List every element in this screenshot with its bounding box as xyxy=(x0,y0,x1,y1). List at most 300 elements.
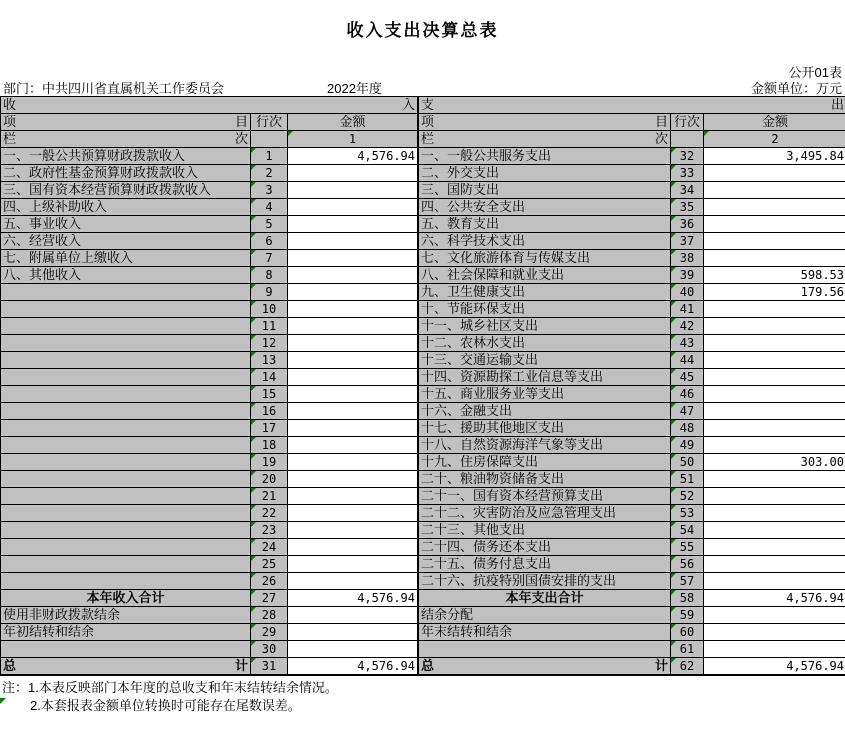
line-number: 57 xyxy=(679,574,695,588)
item-cell xyxy=(1,403,251,420)
corner-marker-icon xyxy=(671,624,676,629)
expenditure-row xyxy=(419,148,845,165)
amount-cell xyxy=(704,250,845,267)
item-cell: 七、文化旅游体育与传媒支出 xyxy=(419,250,671,267)
fiscal-year-label: 2022年度 xyxy=(327,81,382,96)
line-number: 45 xyxy=(679,370,695,384)
line-cell xyxy=(671,199,704,216)
amount-cell xyxy=(288,182,418,199)
line-number: 62 xyxy=(679,659,695,673)
expenditure-row xyxy=(419,488,845,505)
item-cell xyxy=(1,318,251,335)
income-row xyxy=(1,454,418,471)
amount-cell: 598.53 xyxy=(704,267,845,284)
income-index-row xyxy=(1,131,418,148)
line-number: 28 xyxy=(261,608,277,622)
line-number: 19 xyxy=(261,455,277,469)
corner-marker-icon xyxy=(251,352,256,357)
income-row xyxy=(1,165,418,182)
item-cell xyxy=(1,471,251,488)
corner-marker-icon xyxy=(251,471,256,476)
item-cell: 十三、交通运输支出 xyxy=(419,352,671,369)
line-number: 43 xyxy=(679,336,695,350)
item-cell: 结余分配 xyxy=(419,607,671,624)
column-index-cell xyxy=(704,131,845,148)
line-blank-cell xyxy=(251,131,288,148)
line-number: 24 xyxy=(261,540,277,554)
line-cell xyxy=(671,250,704,267)
line-number: 12 xyxy=(261,336,277,350)
amount-cell xyxy=(288,386,418,403)
line-number: 44 xyxy=(679,353,695,367)
total-char-left: 总 xyxy=(3,658,17,673)
income-row xyxy=(1,369,418,386)
corner-marker-icon xyxy=(671,284,676,289)
line-number: 10 xyxy=(261,302,277,316)
line-cell xyxy=(251,556,288,573)
line-number: 50 xyxy=(679,455,695,469)
item-header-right: 目 xyxy=(654,114,668,129)
expenditure-row xyxy=(419,454,845,471)
item-header-cell xyxy=(419,114,671,131)
line-cell xyxy=(251,165,288,182)
line-cell xyxy=(671,335,704,352)
line-blank-cell xyxy=(671,131,704,148)
line-number: 30 xyxy=(261,642,277,656)
line-cell xyxy=(251,437,288,454)
line-cell xyxy=(251,522,288,539)
row-index-left: 栏 xyxy=(3,131,17,146)
expenditure-section-cell xyxy=(419,97,845,114)
expenditure-row xyxy=(419,505,845,522)
line-cell xyxy=(671,624,704,641)
income-row xyxy=(1,539,418,556)
column-index: 2 xyxy=(771,132,779,146)
corner-marker-icon xyxy=(251,624,256,629)
expenditure-index-row xyxy=(419,131,845,148)
expenditure-row xyxy=(419,624,845,641)
item-cell: 四、上级补助收入 xyxy=(1,199,251,216)
corner-marker-icon xyxy=(671,148,676,153)
expenditure-row xyxy=(419,165,845,182)
line-cell xyxy=(671,590,704,607)
amount-cell xyxy=(704,437,845,454)
line-number: 17 xyxy=(261,421,277,435)
line-cell xyxy=(251,199,288,216)
line-cell xyxy=(671,267,704,284)
corner-marker-icon xyxy=(251,199,256,204)
line-cell xyxy=(251,318,288,335)
line-cell xyxy=(671,284,704,301)
line-number: 52 xyxy=(679,489,695,503)
expenditure-row xyxy=(419,216,845,233)
corner-marker-icon xyxy=(251,454,256,459)
item-header-left: 项 xyxy=(3,114,17,129)
corner-marker-icon xyxy=(671,352,676,357)
line-cell xyxy=(251,386,288,403)
expenditure-row xyxy=(419,250,845,267)
expenditure-row xyxy=(419,658,845,676)
item-cell: 五、事业收入 xyxy=(1,216,251,233)
line-cell xyxy=(251,301,288,318)
item-cell xyxy=(1,641,251,658)
item-cell xyxy=(419,641,671,658)
expenditure-row xyxy=(419,301,845,318)
corner-marker-icon xyxy=(671,556,676,561)
line-number: 48 xyxy=(679,421,695,435)
line-number: 16 xyxy=(261,404,277,418)
amount-cell xyxy=(288,335,418,352)
expenditure-row xyxy=(419,182,845,199)
line-cell xyxy=(671,471,704,488)
amount-cell xyxy=(704,182,845,199)
line-cell xyxy=(251,420,288,437)
amount-cell xyxy=(288,471,418,488)
amount-cell xyxy=(288,301,418,318)
item-cell xyxy=(1,505,251,522)
item-cell xyxy=(1,420,251,437)
line-number: 38 xyxy=(679,251,695,265)
amount-cell xyxy=(288,216,418,233)
line-cell xyxy=(251,267,288,284)
line-cell xyxy=(671,539,704,556)
corner-marker-icon xyxy=(251,335,256,340)
sheet-code-label: 公开01表 xyxy=(788,65,842,80)
income-rows xyxy=(1,148,418,676)
amount-cell xyxy=(288,488,418,505)
line-cell xyxy=(671,216,704,233)
line-cell xyxy=(251,505,288,522)
note-line-2: 2.本套报表金额单位转换时可能存在尾数误差。 xyxy=(30,698,301,713)
line-number: 58 xyxy=(679,591,695,605)
line-cell xyxy=(251,403,288,420)
income-row xyxy=(1,641,418,658)
amount-cell xyxy=(704,539,845,556)
corner-marker-icon xyxy=(671,454,676,459)
item-cell: 十五、商业服务业等支出 xyxy=(419,386,671,403)
line-number: 36 xyxy=(679,217,695,231)
corner-marker-icon xyxy=(671,437,676,442)
corner-marker-icon xyxy=(671,216,676,221)
income-row xyxy=(1,471,418,488)
line-number: 35 xyxy=(679,200,695,214)
line-number: 47 xyxy=(679,404,695,418)
item-cell: 年初结转和结余 xyxy=(1,624,251,641)
item-cell: 六、经营收入 xyxy=(1,233,251,250)
amount-cell xyxy=(288,403,418,420)
line-cell xyxy=(251,488,288,505)
line-cell xyxy=(671,454,704,471)
corner-marker-icon xyxy=(251,284,256,289)
amount-cell xyxy=(288,165,418,182)
line-number: 11 xyxy=(261,319,277,333)
row-index-label-cell xyxy=(419,131,671,148)
corner-marker-icon xyxy=(671,182,676,187)
income-row xyxy=(1,335,418,352)
amount-cell xyxy=(704,352,845,369)
line-cell xyxy=(671,522,704,539)
line-number: 6 xyxy=(265,234,273,248)
corner-marker-icon xyxy=(251,641,256,646)
income-row xyxy=(1,590,418,607)
amount-cell: 179.56 xyxy=(704,284,845,301)
line-number: 5 xyxy=(265,217,273,231)
item-cell: 十六、金融支出 xyxy=(419,403,671,420)
corner-marker-icon xyxy=(251,573,256,578)
line-number: 37 xyxy=(679,234,695,248)
item-cell: 五、教育支出 xyxy=(419,216,671,233)
line-cell xyxy=(671,369,704,386)
item-cell: 十二、农林水支出 xyxy=(419,335,671,352)
line-number: 26 xyxy=(261,574,277,588)
corner-marker-icon xyxy=(704,131,709,136)
line-number: 27 xyxy=(261,591,277,605)
line-number: 29 xyxy=(261,625,277,639)
line-cell xyxy=(251,607,288,624)
amount-cell xyxy=(704,335,845,352)
line-number: 1 xyxy=(265,149,273,163)
expenditure-row xyxy=(419,607,845,624)
line-cell xyxy=(251,335,288,352)
line-number: 21 xyxy=(261,489,277,503)
corner-marker-icon xyxy=(251,250,256,255)
amount-cell xyxy=(704,369,845,386)
amount-cell xyxy=(288,352,418,369)
line-cell xyxy=(671,658,704,676)
line-number: 14 xyxy=(261,370,277,384)
line-cell xyxy=(671,437,704,454)
section-char-right: 出 xyxy=(830,97,844,112)
corner-marker-icon xyxy=(251,488,256,493)
line-cell xyxy=(251,471,288,488)
expenditure-row xyxy=(419,437,845,454)
income-table xyxy=(0,96,418,676)
corner-marker-icon xyxy=(251,216,256,221)
line-number: 32 xyxy=(679,149,695,163)
expenditure-row xyxy=(419,335,845,352)
income-row xyxy=(1,658,418,676)
line-cell xyxy=(671,488,704,505)
line-number: 61 xyxy=(679,642,695,656)
amount-cell xyxy=(288,454,418,471)
amount-cell xyxy=(288,267,418,284)
item-cell xyxy=(1,369,251,386)
line-number: 8 xyxy=(265,268,273,282)
item-cell: 二十一、国有资本经营预算支出 xyxy=(419,488,671,505)
expenditure-row xyxy=(419,386,845,403)
item-cell: 本年收入合计 xyxy=(1,590,251,607)
line-number: 39 xyxy=(679,268,695,282)
amount-header-cell: 金额 xyxy=(288,114,418,131)
line-number: 9 xyxy=(265,285,273,299)
corner-marker-icon xyxy=(0,698,6,704)
line-cell xyxy=(671,420,704,437)
note-line-1: 注：1.本表反映部门本年度的总收支和年末结转结余情况。 xyxy=(2,680,338,695)
amount-cell xyxy=(288,641,418,658)
line-number: 53 xyxy=(679,506,695,520)
corner-marker-icon xyxy=(671,607,676,612)
amount-cell: 4,576.94 xyxy=(288,148,418,165)
expenditure-row xyxy=(419,369,845,386)
item-cell xyxy=(419,658,671,676)
item-cell: 年末结转和结余 xyxy=(419,624,671,641)
line-cell xyxy=(671,386,704,403)
amount-cell xyxy=(704,386,845,403)
item-cell: 二十四、债务还本支出 xyxy=(419,539,671,556)
amount-cell xyxy=(288,233,418,250)
amount-unit-label: 金额单位：万元 xyxy=(750,81,842,96)
section-char-right: 入 xyxy=(401,97,415,112)
corner-marker-icon xyxy=(671,420,676,425)
income-row xyxy=(1,199,418,216)
corner-marker-icon xyxy=(251,590,256,595)
item-cell: 一、一般公共服务支出 xyxy=(419,148,671,165)
line-cell xyxy=(671,641,704,658)
line-cell xyxy=(671,573,704,590)
line-number: 13 xyxy=(261,353,277,367)
corner-marker-icon xyxy=(671,573,676,578)
line-cell xyxy=(251,284,288,301)
amount-cell: 4,576.94 xyxy=(704,590,845,607)
total-char-right: 计 xyxy=(654,658,668,673)
corner-marker-icon xyxy=(251,386,256,391)
amount-cell xyxy=(704,199,845,216)
line-cell xyxy=(251,641,288,658)
amount-cell xyxy=(704,471,845,488)
expenditure-row xyxy=(419,403,845,420)
item-cell xyxy=(1,488,251,505)
income-row xyxy=(1,556,418,573)
corner-marker-icon xyxy=(671,318,676,323)
line-cell xyxy=(671,165,704,182)
expenditure-row xyxy=(419,199,845,216)
line-number: 23 xyxy=(261,523,277,537)
line-cell xyxy=(251,369,288,386)
line-number: 2 xyxy=(265,166,273,180)
amount-cell xyxy=(288,573,418,590)
income-colheader-row xyxy=(1,114,418,131)
corner-marker-icon xyxy=(251,182,256,187)
item-cell: 八、社会保障和就业支出 xyxy=(419,267,671,284)
amount-cell xyxy=(704,165,845,182)
amount-cell xyxy=(288,199,418,216)
line-number: 7 xyxy=(265,251,273,265)
income-row xyxy=(1,624,418,641)
notes xyxy=(0,676,845,715)
expenditure-section-row xyxy=(419,97,845,114)
amount-cell xyxy=(288,369,418,386)
line-cell xyxy=(671,148,704,165)
amount-cell xyxy=(288,437,418,454)
row-index-right: 次 xyxy=(654,131,668,146)
amount-cell xyxy=(288,420,418,437)
item-cell: 二、外交支出 xyxy=(419,165,671,182)
income-row xyxy=(1,437,418,454)
item-cell: 八、其他收入 xyxy=(1,267,251,284)
amount-cell xyxy=(288,556,418,573)
corner-marker-icon xyxy=(671,301,676,306)
item-header-right: 目 xyxy=(234,114,248,129)
corner-marker-icon xyxy=(251,607,256,612)
line-number: 40 xyxy=(679,285,695,299)
line-cell xyxy=(671,301,704,318)
line-header-cell: 行次 xyxy=(251,114,288,131)
row-index-label-cell xyxy=(1,131,251,148)
item-cell: 十七、援助其他地区支出 xyxy=(419,420,671,437)
line-cell xyxy=(251,590,288,607)
item-cell: 二十五、债务付息支出 xyxy=(419,556,671,573)
line-cell xyxy=(671,607,704,624)
amount-cell: 303.00 xyxy=(704,454,845,471)
corner-marker-icon xyxy=(251,522,256,527)
income-row xyxy=(1,573,418,590)
line-cell xyxy=(251,658,288,676)
corner-marker-icon xyxy=(671,471,676,476)
income-row xyxy=(1,148,418,165)
expenditure-row xyxy=(419,590,845,607)
corner-marker-icon xyxy=(288,131,293,136)
item-header-left: 项 xyxy=(421,114,435,129)
corner-marker-icon xyxy=(671,233,676,238)
amount-cell xyxy=(288,624,418,641)
corner-marker-icon xyxy=(671,267,676,272)
item-cell: 一、一般公共预算财政拨款收入 xyxy=(1,148,251,165)
item-cell: 本年支出合计 xyxy=(419,590,671,607)
item-cell xyxy=(1,454,251,471)
line-cell xyxy=(251,539,288,556)
line-number: 31 xyxy=(261,659,277,673)
income-row xyxy=(1,250,418,267)
corner-marker-icon xyxy=(671,386,676,391)
income-row xyxy=(1,420,418,437)
line-cell xyxy=(251,573,288,590)
line-number: 20 xyxy=(261,472,277,486)
report-header xyxy=(0,0,845,96)
line-cell xyxy=(251,216,288,233)
expenditure-row xyxy=(419,471,845,488)
item-cell xyxy=(1,352,251,369)
item-cell xyxy=(1,556,251,573)
item-cell: 十八、自然资源海洋气象等支出 xyxy=(419,437,671,454)
column-index: 1 xyxy=(348,132,357,146)
expenditure-row xyxy=(419,641,845,658)
item-cell: 使用非财政拨款结余 xyxy=(1,607,251,624)
corner-marker-icon xyxy=(671,641,676,646)
table-area xyxy=(0,96,845,676)
amount-cell xyxy=(704,607,845,624)
item-cell xyxy=(1,386,251,403)
page-title: 收入支出决算总表 xyxy=(346,21,499,40)
amount-cell xyxy=(704,420,845,437)
line-number: 59 xyxy=(679,608,695,622)
corner-marker-icon xyxy=(251,556,256,561)
amount-cell xyxy=(704,624,845,641)
income-row xyxy=(1,403,418,420)
amount-cell xyxy=(288,250,418,267)
line-cell xyxy=(671,403,704,420)
line-cell xyxy=(251,233,288,250)
corner-marker-icon xyxy=(671,522,676,527)
item-cell xyxy=(1,573,251,590)
line-number: 46 xyxy=(679,387,695,401)
corner-marker-icon xyxy=(251,539,256,544)
income-row xyxy=(1,284,418,301)
line-number: 22 xyxy=(261,506,277,520)
line-cell xyxy=(671,352,704,369)
expenditure-table xyxy=(418,96,845,676)
line-number: 55 xyxy=(679,540,695,554)
expenditure-row xyxy=(419,522,845,539)
